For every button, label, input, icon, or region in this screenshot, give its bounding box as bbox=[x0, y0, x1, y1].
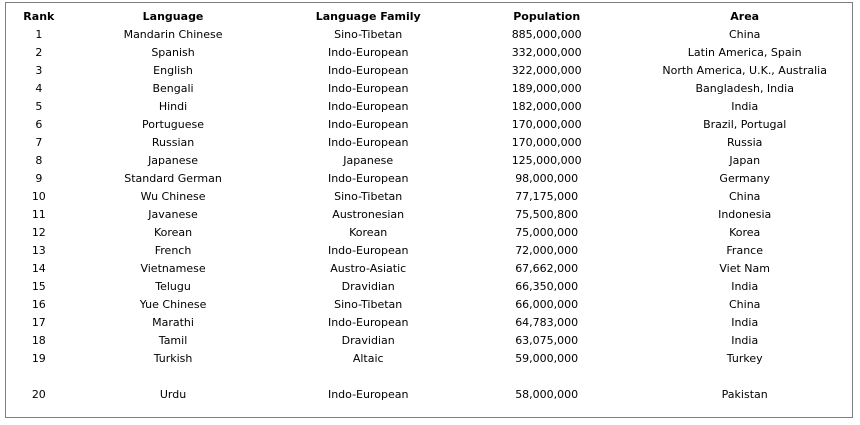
area-cell: Russia bbox=[727, 136, 763, 149]
area-cell: India bbox=[731, 334, 759, 347]
header-area: Area bbox=[730, 10, 760, 23]
area-cell: India bbox=[731, 100, 759, 113]
area-cell: Pakistan bbox=[721, 388, 768, 401]
language-cell: Yue Chinese bbox=[139, 298, 207, 311]
language-cell: Vietnamese bbox=[140, 262, 206, 275]
rank-cell: 13 bbox=[31, 244, 46, 257]
rank-cell: 14 bbox=[31, 262, 46, 275]
area-cell: China bbox=[728, 298, 761, 311]
table-row bbox=[12, 260, 852, 278]
table-row bbox=[12, 242, 852, 260]
language-family-cell: Indo-European bbox=[327, 244, 409, 257]
population-cell: 322,000,000 bbox=[511, 64, 582, 77]
language-cell: French bbox=[154, 244, 192, 257]
table-row bbox=[12, 188, 852, 206]
population-cell: 182,000,000 bbox=[511, 100, 582, 113]
area-cell: China bbox=[728, 28, 761, 41]
header-row bbox=[12, 8, 852, 26]
language-family-cell: Indo-European bbox=[327, 316, 409, 329]
area-cell: Turkey bbox=[726, 352, 763, 365]
table-row bbox=[12, 332, 852, 350]
area-cell: Bangladesh, India bbox=[695, 82, 794, 95]
header-population: Population bbox=[513, 10, 581, 23]
rank-cell: 3 bbox=[35, 64, 43, 77]
population-cell: 72,000,000 bbox=[515, 244, 579, 257]
area-cell: India bbox=[731, 280, 759, 293]
rank-cell: 7 bbox=[35, 136, 43, 149]
table-row bbox=[12, 62, 852, 80]
population-cell: 63,075,000 bbox=[515, 334, 579, 347]
language-family-cell: Dravidian bbox=[341, 280, 395, 293]
table-row bbox=[12, 26, 852, 44]
language-cell: Tamil bbox=[158, 334, 188, 347]
language-cell: Marathi bbox=[152, 316, 194, 329]
language-cell: Javanese bbox=[148, 208, 198, 221]
language-family-cell: Austronesian bbox=[332, 208, 405, 221]
language-family-cell: Austro-Asiatic bbox=[330, 262, 407, 275]
rank-cell: 5 bbox=[35, 100, 43, 113]
population-cell: 170,000,000 bbox=[511, 136, 582, 149]
population-cell: 98,000,000 bbox=[515, 172, 579, 185]
table-row bbox=[12, 80, 852, 98]
language-cell: Wu Chinese bbox=[140, 190, 206, 203]
language-family-cell: Indo-European bbox=[327, 118, 409, 131]
language-family-cell: Indo-European bbox=[327, 64, 409, 77]
language-cell: Japanese bbox=[148, 154, 199, 167]
area-cell: Germany bbox=[719, 172, 770, 185]
population-cell: 885,000,000 bbox=[511, 28, 582, 41]
rank-cell: 15 bbox=[31, 280, 46, 293]
header-language-family: Language Family bbox=[315, 10, 421, 23]
population-cell: 332,000,000 bbox=[511, 46, 582, 59]
population-cell: 66,000,000 bbox=[515, 298, 579, 311]
rank-cell: 4 bbox=[35, 82, 43, 95]
population-cell: 59,000,000 bbox=[515, 352, 579, 365]
rank-cell: 16 bbox=[31, 298, 46, 311]
language-cell: Bengali bbox=[152, 82, 194, 95]
population-cell: 58,000,000 bbox=[515, 388, 579, 401]
table-body bbox=[12, 26, 852, 404]
language-cell: Turkish bbox=[153, 352, 193, 365]
table-row bbox=[12, 44, 852, 62]
table-row bbox=[12, 296, 852, 314]
table-row bbox=[12, 98, 852, 116]
rank-cell: 10 bbox=[31, 190, 46, 203]
population-cell: 77,175,000 bbox=[515, 190, 579, 203]
population-cell: 125,000,000 bbox=[511, 154, 582, 167]
area-cell: Indonesia bbox=[718, 208, 772, 221]
table-row bbox=[12, 350, 852, 368]
language-family-cell: Sino-Tibetan bbox=[334, 28, 403, 41]
language-cell: Spanish bbox=[151, 46, 195, 59]
area-cell: North America, U.K., Australia bbox=[662, 64, 827, 77]
table-row bbox=[12, 116, 852, 134]
language-cell: Mandarin Chinese bbox=[123, 28, 223, 41]
population-cell: 66,350,000 bbox=[515, 280, 579, 293]
language-cell: Urdu bbox=[159, 388, 187, 401]
header-rank: Rank bbox=[23, 10, 55, 23]
language-family-cell: Indo-European bbox=[327, 82, 409, 95]
language-family-cell: Indo-European bbox=[327, 388, 409, 401]
population-cell: 75,500,800 bbox=[515, 208, 579, 221]
rank-cell: 2 bbox=[35, 46, 43, 59]
language-cell: Standard German bbox=[124, 172, 222, 185]
area-cell: Brazil, Portugal bbox=[703, 118, 787, 131]
language-cell: English bbox=[153, 64, 193, 77]
language-family-cell: Indo-European bbox=[327, 100, 409, 113]
language-cell: Telugu bbox=[155, 280, 191, 293]
languages-table bbox=[12, 8, 852, 404]
rank-cell: 11 bbox=[31, 208, 46, 221]
rank-cell: 17 bbox=[31, 316, 46, 329]
table-row bbox=[12, 386, 852, 404]
language-cell: Portuguese bbox=[142, 118, 205, 131]
table-row bbox=[12, 314, 852, 332]
area-cell: Korea bbox=[729, 226, 761, 239]
area-cell: India bbox=[731, 316, 759, 329]
table-frame bbox=[5, 2, 853, 418]
rank-cell: 20 bbox=[31, 388, 46, 401]
area-cell: Viet Nam bbox=[719, 262, 770, 275]
rank-cell: 19 bbox=[31, 352, 46, 365]
population-cell: 67,662,000 bbox=[515, 262, 579, 275]
table-row bbox=[12, 224, 852, 242]
rank-cell: 1 bbox=[35, 28, 43, 41]
header-language: Language bbox=[142, 10, 204, 23]
table-row bbox=[12, 278, 852, 296]
rank-cell: 9 bbox=[35, 172, 43, 185]
language-cell: Hindi bbox=[158, 100, 188, 113]
table-row bbox=[12, 152, 852, 170]
language-family-cell: Altaic bbox=[352, 352, 384, 365]
table-row bbox=[12, 134, 852, 152]
area-cell: China bbox=[728, 190, 761, 203]
rank-cell: 6 bbox=[35, 118, 43, 131]
population-cell: 64,783,000 bbox=[515, 316, 579, 329]
spacer-cell bbox=[12, 368, 852, 386]
language-family-cell: Dravidian bbox=[341, 334, 395, 347]
table-row bbox=[12, 170, 852, 188]
rank-cell: 8 bbox=[35, 154, 43, 167]
area-cell: Latin America, Spain bbox=[687, 46, 802, 59]
population-cell: 75,000,000 bbox=[515, 226, 579, 239]
language-family-cell: Indo-European bbox=[327, 136, 409, 149]
area-cell: France bbox=[726, 244, 763, 257]
rank-cell: 12 bbox=[31, 226, 46, 239]
language-family-cell: Japanese bbox=[343, 154, 394, 167]
table-row bbox=[12, 206, 852, 224]
area-cell: Japan bbox=[729, 154, 761, 167]
language-cell: Russian bbox=[151, 136, 195, 149]
rank-cell: 18 bbox=[31, 334, 46, 347]
language-family-cell: Sino-Tibetan bbox=[334, 190, 403, 203]
population-cell: 170,000,000 bbox=[511, 118, 582, 131]
spacer-row bbox=[12, 368, 852, 386]
language-family-cell: Sino-Tibetan bbox=[334, 298, 403, 311]
language-cell: Korean bbox=[153, 226, 193, 239]
population-cell: 189,000,000 bbox=[511, 82, 582, 95]
language-family-cell: Indo-European bbox=[327, 46, 409, 59]
language-family-cell: Korean bbox=[349, 226, 388, 239]
language-family-cell: Indo-European bbox=[327, 172, 409, 185]
